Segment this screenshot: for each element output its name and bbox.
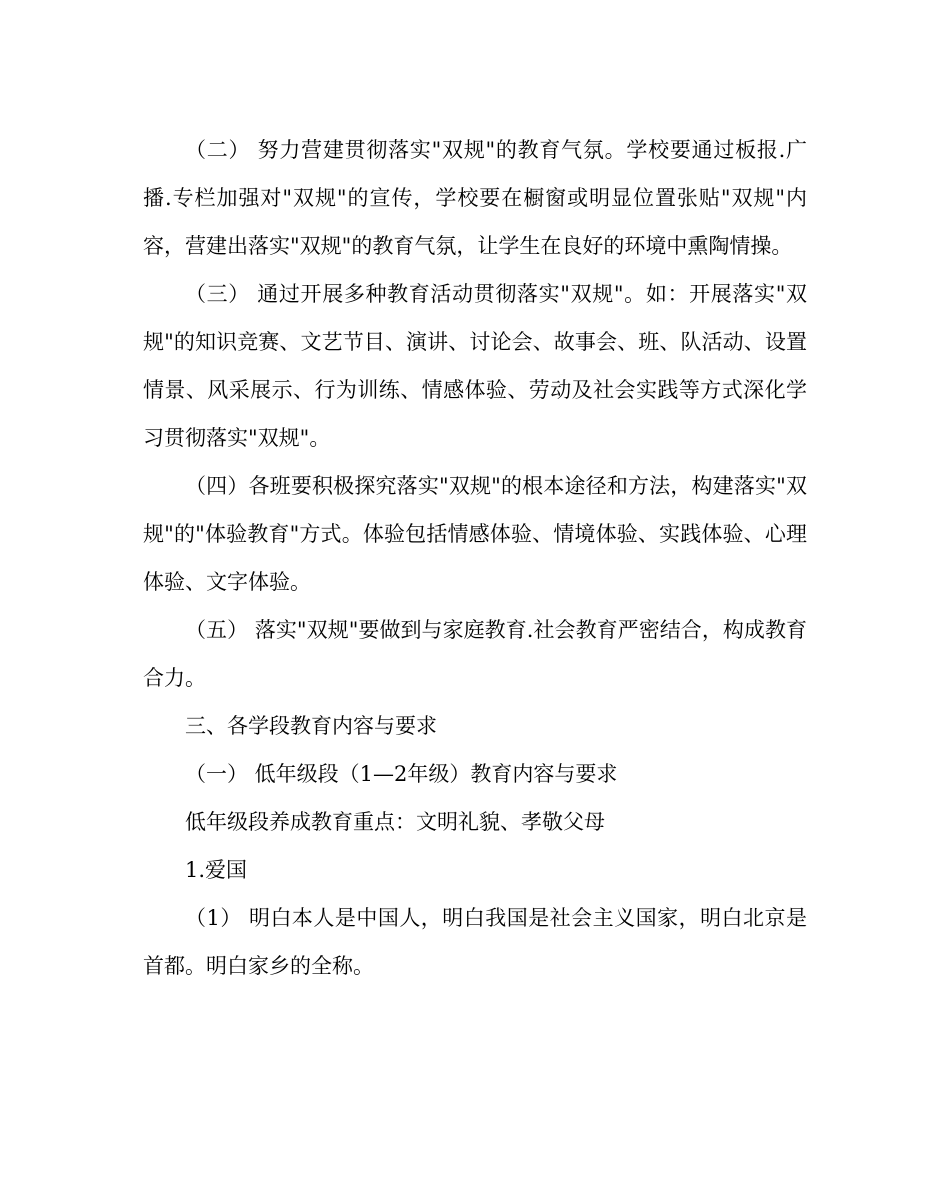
paragraph-5-family: （五） 落实"双规"要做到与家庭教育.社会教育严密结合，构成教育合力。 bbox=[143, 618, 807, 690]
document-body bbox=[143, 126, 807, 990]
paragraph-2-atmosphere: （二） 努力营建贯彻落实"双规"的教育气氛。学校要通过板报.广播.专栏加强对"双规"的宣传，学校要在橱窗或明显位置张贴"双规"内容，营建出落实"双规"的教育气氛，让学生在良好的环境中熏陶情操。 bbox=[143, 138, 807, 258]
item-1-text: （1） 明白本人是中国人，明白我国是社会主义国家，明白北京是首都。明白家乡的全称。 bbox=[143, 906, 807, 978]
paragraph-3-activities: （三） 通过开展多种教育活动贯彻落实"双规"。如：开展落实"双规"的知识竞赛、文艺节目、演讲、讨论会、故事会、班、队活动、设置情景、风采展示、行为训练、情感体验、劳动及社会实践等方式深化学习贯彻落实"双规"。 bbox=[143, 282, 807, 450]
item-heading-patriotism: 1.爱国 bbox=[185, 858, 248, 882]
paragraph-4-experience: （四）各班要积极探究落实"双规"的根本途径和方法，构建落实"双规"的"体验教育"方式。体验包括情感体验、情境体验、实践体验、心理体验、文字体验。 bbox=[143, 474, 807, 594]
focus-statement: 低年级段养成教育重点：文明礼貌、孝敬父母 bbox=[185, 810, 605, 834]
subsection-heading-1: （一） 低年级段（1—2年级）教育内容与要求 bbox=[185, 762, 618, 786]
section-heading-3: 三、各学段教育内容与要求 bbox=[185, 714, 437, 738]
